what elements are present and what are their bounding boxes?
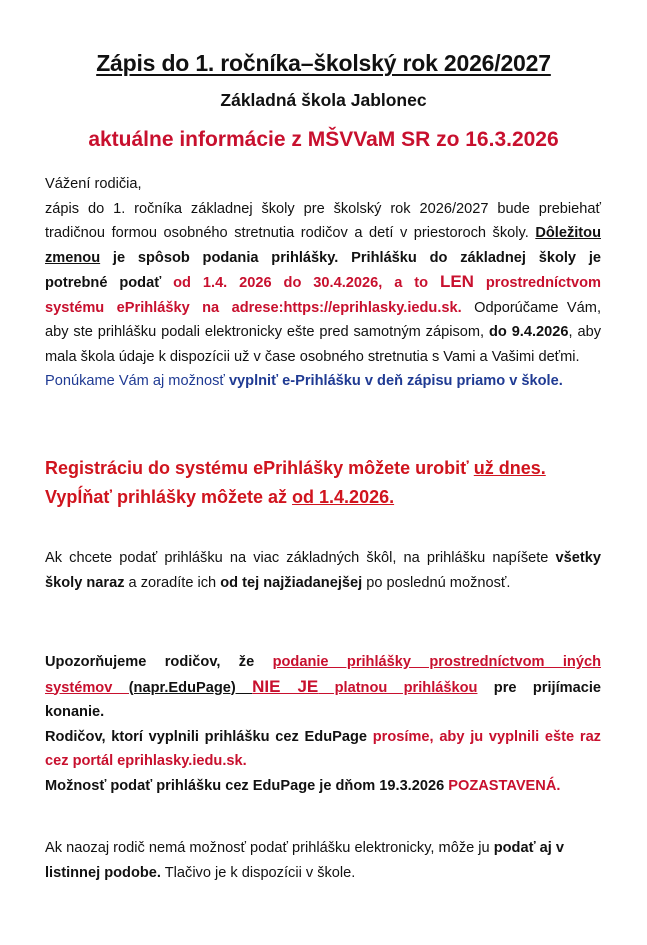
multiple-schools-paragraph: [45, 546, 601, 595]
offer-bold-text: vyplniť e-Prihlášku v deň zápisu priamo v škole.: [228, 373, 563, 389]
intro-paragraph: [45, 172, 601, 394]
warning-paragraph: [45, 650, 601, 798]
multi-text-mid: a zoradíte ich: [124, 574, 221, 591]
paper-application-paragraph: [45, 836, 601, 885]
only-label: LEN: [439, 272, 474, 291]
registration-today: už dnes.: [473, 458, 546, 478]
edupage-parents-text: Rodičov, ktorí vyplnili prihlášku cez EduPage: [45, 728, 373, 745]
greeting: Vážení rodičia,: [45, 176, 142, 192]
paper-text-start: Ak naozaj rodič nemá možnosť podať prihlášku elektronicky, môže ju: [45, 840, 494, 856]
invalid-application: platnou prihláškou: [318, 679, 478, 696]
warning-end: pre prijímacie konanie.: [45, 679, 602, 720]
important-change-text: je spôsob podania prihlášky. Prihlášku do základnej školy je potrebné podať: [45, 249, 601, 291]
offer-line: [45, 369, 601, 394]
registration-notice: [45, 454, 601, 512]
multi-text-start: Ak chcete podať prihlášku na viac základných škôl, na prihlášku napíšete: [45, 550, 556, 566]
paper-text-end: Tlačivo je k dispozícii v škole.: [160, 864, 356, 881]
suspension-text: Možnosť podať prihlášku cez EduPage je dňom 19.3.2026: [45, 777, 449, 794]
edupage-example: (napr.EduPage): [128, 679, 253, 696]
recommend-text-start: Odporúčame Vám, aby ste prihlášku podali elektronicky ešte pred samotným zápisom,: [45, 299, 601, 340]
intro-text: zápis do 1. ročníka základnej školy pre školský rok 2026/2027 bude prebiehať tradičnou formou osobného stretnutia rodičov a detí v priestoroch školy.: [45, 200, 601, 241]
offer-text: Ponúkame Vám aj možnosť: [45, 373, 229, 389]
refill-request: prosíme, aby ju vyplnili ešte raz cez portál eprihlasky.iedu.sk.: [45, 728, 601, 769]
important-change-label: Dôležitou zmenou: [45, 225, 601, 266]
other-systems-warning: podanie prihlášky prostredníctvom iných systémov: [45, 654, 601, 696]
school-name: Základná škola Jablonec: [220, 90, 427, 110]
all-schools-at-once: všetky školy naraz: [45, 550, 601, 591]
application-date-range: od 1.4. 2026 do 30.4.2026, a to: [173, 275, 440, 291]
fill-in-text: Vypĺňať prihlášky môžete až: [45, 487, 293, 507]
recommend-text-end: , aby mala škola údaje k dispozícii už v čase osobného stretnutia s Vami a Vašimi deťmi.: [45, 324, 601, 365]
not-valid-label: NIE JE: [252, 676, 319, 696]
suspended-label: POZASTAVENÁ.: [448, 777, 561, 794]
recommend-date: do 9.4.2026: [488, 324, 569, 340]
ministry-notice-heading: aktuálne informácie z MŠVVaM SR zo 16.3.2026: [88, 128, 559, 151]
page-title: Zápis do 1. ročníka–školský rok 2026/2027: [96, 50, 551, 76]
eprihlasky-link[interactable]: prostredníctvom systému ePrihlášky na adrese:https://eprihlasky.iedu.sk.: [45, 275, 602, 316]
most-desired-first: od tej najžiadanejšej: [220, 574, 363, 591]
fill-in-date: od 1.4.2026.: [292, 487, 395, 507]
multi-text-end: po poslednú možnosť.: [362, 574, 511, 591]
paper-form-bold: podať aj v listinnej podobe.: [45, 840, 564, 881]
warning-start: Upozorňujeme rodičov, že: [45, 654, 273, 670]
registration-text: Registráciu do systému ePrihlášky môžete urobiť: [45, 458, 474, 478]
